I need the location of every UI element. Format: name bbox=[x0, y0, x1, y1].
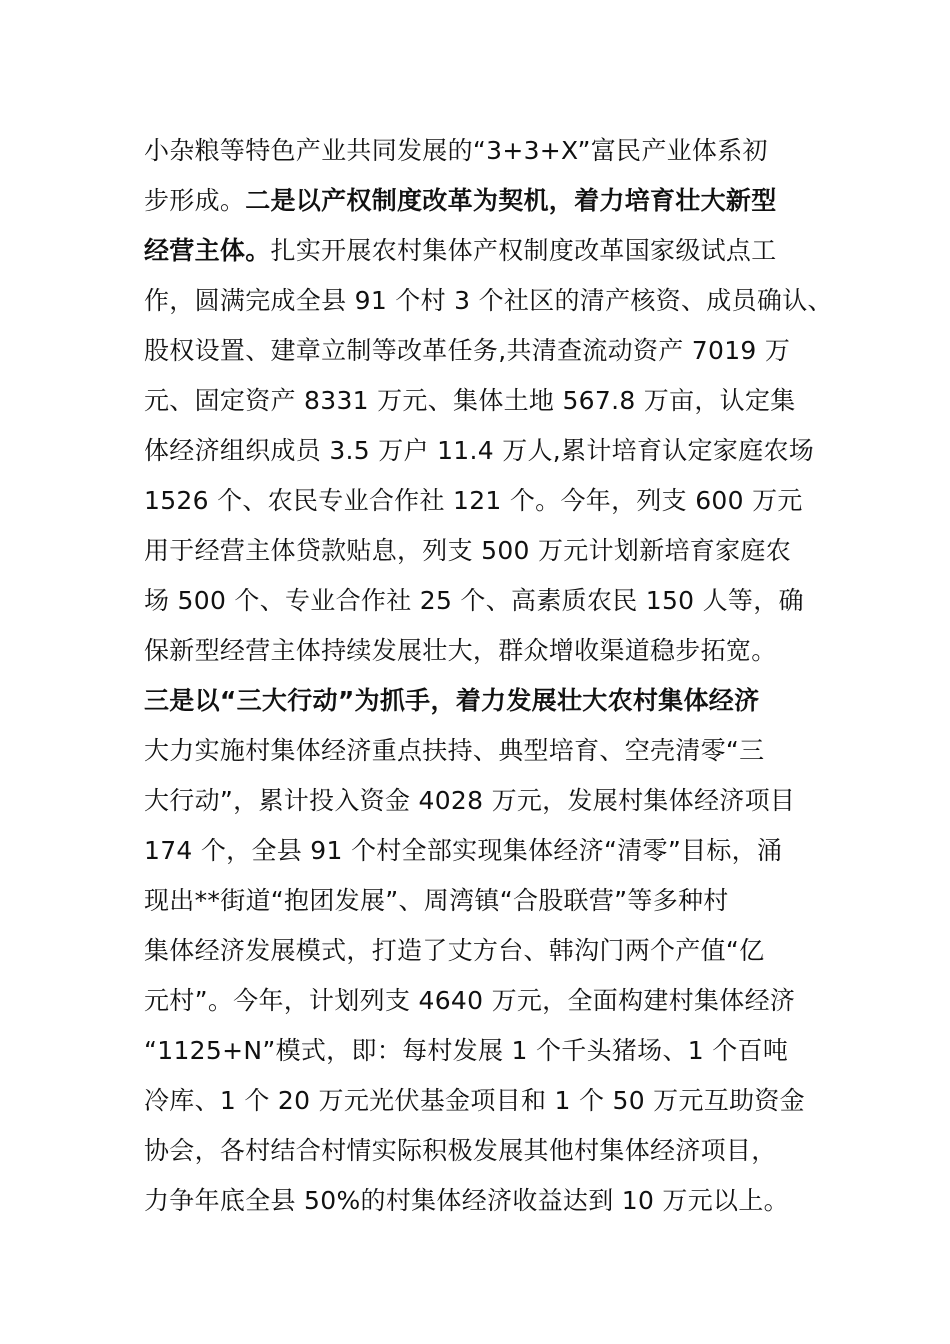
text-line bbox=[144, 1026, 834, 1076]
text-line bbox=[144, 426, 834, 476]
text-run: 大行动”，累计投入资金 4028 万元，发展村集体经济项目 bbox=[144, 786, 796, 815]
text-line bbox=[144, 726, 834, 776]
text-line bbox=[144, 676, 834, 726]
text-run: 集体经济发展模式，打造了丈方台、韩沟门两个产值“亿 bbox=[144, 936, 765, 965]
text-run: 体经济组织成员 3.5 万户 11.4 万人,累计培育认定家庭农场 bbox=[144, 436, 815, 465]
text-run: 174 个，全县 91 个村全部实现集体经济“清零”目标，涌 bbox=[144, 836, 783, 865]
text-run: 保新型经营主体持续发展壮大，群众增收渠道稳步拓宽。 bbox=[144, 636, 777, 665]
text-run: “1125+N”模式，即：每村发展 1 个千头猪场、1 个百吨 bbox=[144, 1036, 789, 1065]
bold-heading-run: 二是以产权制度改革为契机，着力培育壮大新型 bbox=[245, 186, 777, 215]
text-line bbox=[144, 776, 834, 826]
text-line bbox=[144, 276, 834, 326]
text-run: 元村”。今年，计划列支 4640 万元，全面构建村集体经济 bbox=[144, 986, 796, 1015]
text-line bbox=[144, 226, 834, 276]
text-run: 场 500 个、专业合作社 25 个、高素质农民 150 人等，确 bbox=[144, 586, 804, 615]
body-text bbox=[144, 126, 834, 1226]
text-line bbox=[144, 1076, 834, 1126]
text-line bbox=[144, 576, 834, 626]
text-run: 股权设置、建章立制等改革任务,共清查流动资产 7019 万 bbox=[144, 336, 791, 365]
bold-heading-run: 经营主体。 bbox=[144, 236, 271, 265]
text-line bbox=[144, 826, 834, 876]
bold-heading-run: 三是以“三大行动”为抓手，着力发展壮大农村集体经济 bbox=[144, 686, 760, 715]
text-line bbox=[144, 626, 834, 676]
text-line bbox=[144, 926, 834, 976]
text-line bbox=[144, 326, 834, 376]
text-run: 元、固定资产 8331 万元、集体土地 567.8 万亩，认定集 bbox=[144, 386, 796, 415]
text-run: 1526 个、农民专业合作社 121 个。今年，列支 600 万元 bbox=[144, 486, 803, 515]
text-run: 冷库、1 个 20 万元光伏基金项目和 1 个 50 万元互助资金 bbox=[144, 1086, 805, 1115]
text-line bbox=[144, 1126, 834, 1176]
text-run: 步形成。 bbox=[144, 186, 246, 215]
text-run: 协会，各村结合村情实际积极发展其他村集体经济项目， bbox=[144, 1136, 777, 1165]
text-line bbox=[144, 526, 834, 576]
text-run: 作，圆满完成全县 91 个村 3 个社区的清产核资、成员确认、 bbox=[144, 286, 833, 315]
text-run: 现出**街道“抱团发展”、周湾镇“合股联营”等多种村 bbox=[144, 886, 729, 915]
text-line bbox=[144, 176, 834, 226]
text-line bbox=[144, 376, 834, 426]
text-line bbox=[144, 1176, 834, 1226]
text-run: 小杂粮等特色产业共同发展的“3+3+X”富民产业体系初 bbox=[144, 136, 768, 165]
text-line bbox=[144, 876, 834, 926]
text-run: 用于经营主体贷款贴息，列支 500 万元计划新培育家庭农 bbox=[144, 536, 792, 565]
text-line bbox=[144, 476, 834, 526]
text-run: 扎实开展农村集体产权制度改革国家级试点工 bbox=[270, 236, 777, 265]
text-run: 力争年底全县 50%的村集体经济收益达到 10 万元以上。 bbox=[144, 1186, 789, 1215]
text-line bbox=[144, 126, 834, 176]
text-run: 大力实施村集体经济重点扶持、典型培育、空壳清零“三 bbox=[144, 736, 765, 765]
text-line bbox=[144, 976, 834, 1026]
